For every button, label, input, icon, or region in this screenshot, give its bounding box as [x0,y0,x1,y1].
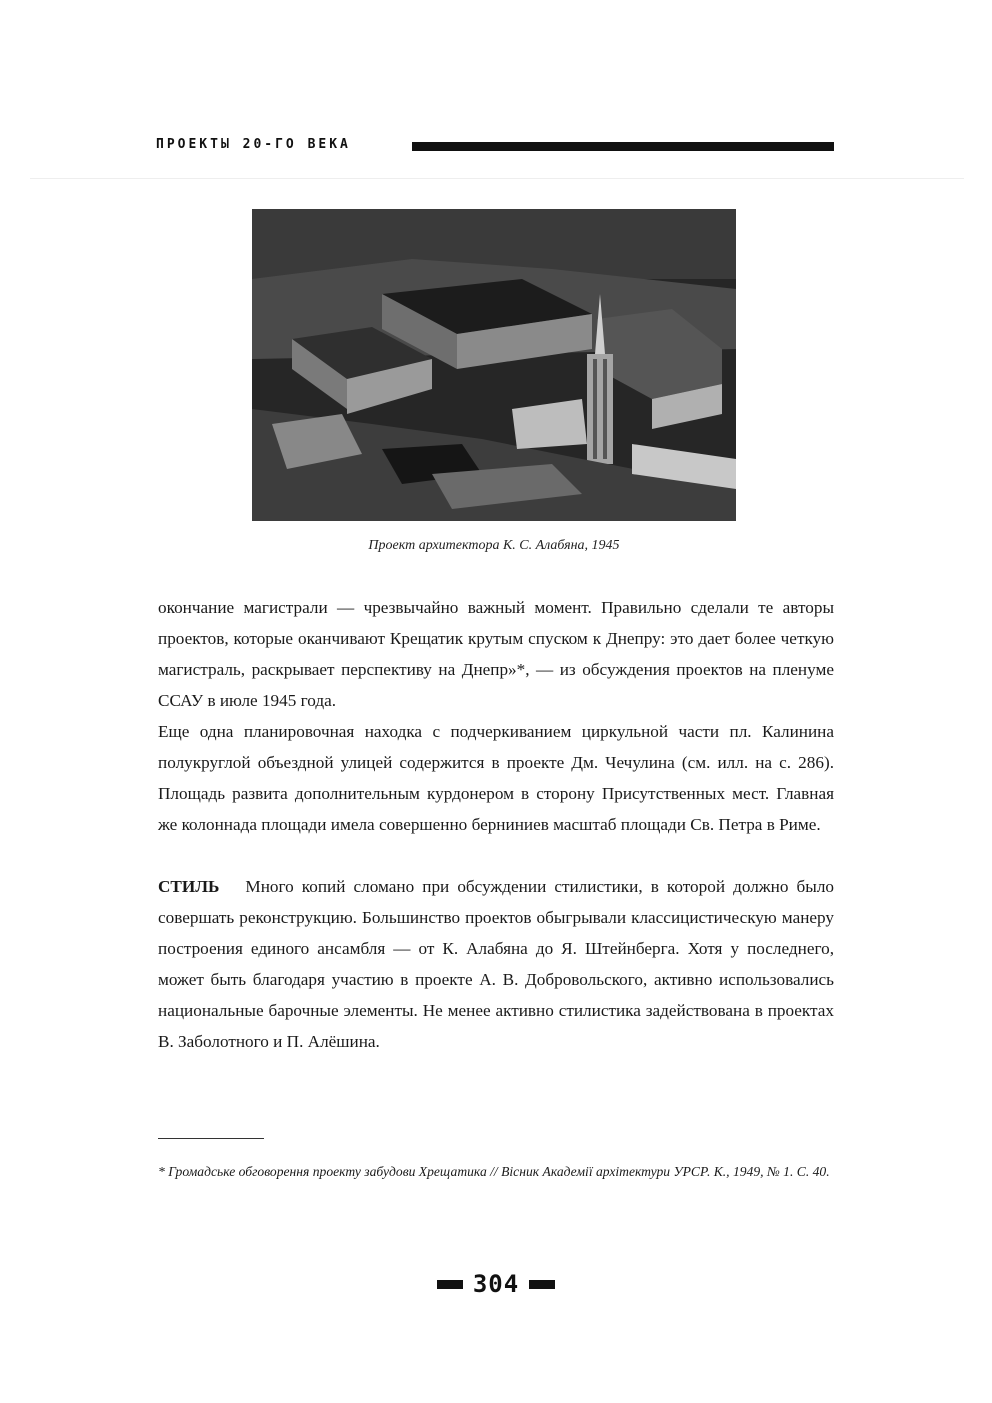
architecture-photo [252,209,736,521]
figure-caption: Проект архитектора К. С. Алабяна, 1945 [368,538,620,553]
scan-edge-line [30,178,964,179]
paragraph-3-text: Много копий сломано при обсуждении стилистики, в которой должно было совершать реконструкцию. Большинство проектов обыгрывали классицистическую манеру построения единого ансамбля — от К. Алабяна до Я. Штейнберга. Хотя у последнего, может быть благодаря участию в проекте А. В. Добровольского, активно использовались национальные барочные элементы. Не менее активно стилистика задействована в проектах В. Заболотного и П. Алёшина. [158,877,834,1051]
paragraph-1: окончание магистрали — чрезвычайно важный момент. Правильно сделали те авторы проектов, которые оканчивают Крещатик крутым спуском к Днепру: это дает более четкую магистраль, раскрывает перспективу на Днепр»*, — из обсуждения проектов на пленуме ССАУ в июле 1945 года. [158,598,834,710]
footnote: * Громадське обговорення проекту забудови Хрещатика // Вісник Академії архітектури УРСР. К., 1949, № 1. С. 40. [158,1164,830,1179]
page-number-block [0,1270,992,1300]
running-header [156,136,834,156]
section-heading: СТИЛЬ [158,877,220,896]
main-text [158,592,834,1057]
header-rule [412,142,834,151]
paragraph-3 [158,871,834,1057]
footnote-rule [158,1138,264,1139]
page-number-right-dash [529,1280,555,1289]
paragraph-2: Еще одна планировочная находка с подчеркиванием циркульной части пл. Калинина полукруглой объездной улицей содержится в проекте Дм. Чечулина (см. илл. на с. 286). Площадь развита дополнительным курдонером в сторону Присутственных мест. Главная же колоннада площади имела совершенно берниниев масштаб площади Св. Петра в Риме. [158,722,834,834]
paragraph-spacer [158,840,834,871]
page-number-left-dash [437,1280,463,1289]
aerial-view-illustration [252,209,736,521]
running-header-title: ПРОЕКТЫ 20-ГО ВЕКА [156,137,351,152]
page-number: 304 [472,1270,520,1298]
